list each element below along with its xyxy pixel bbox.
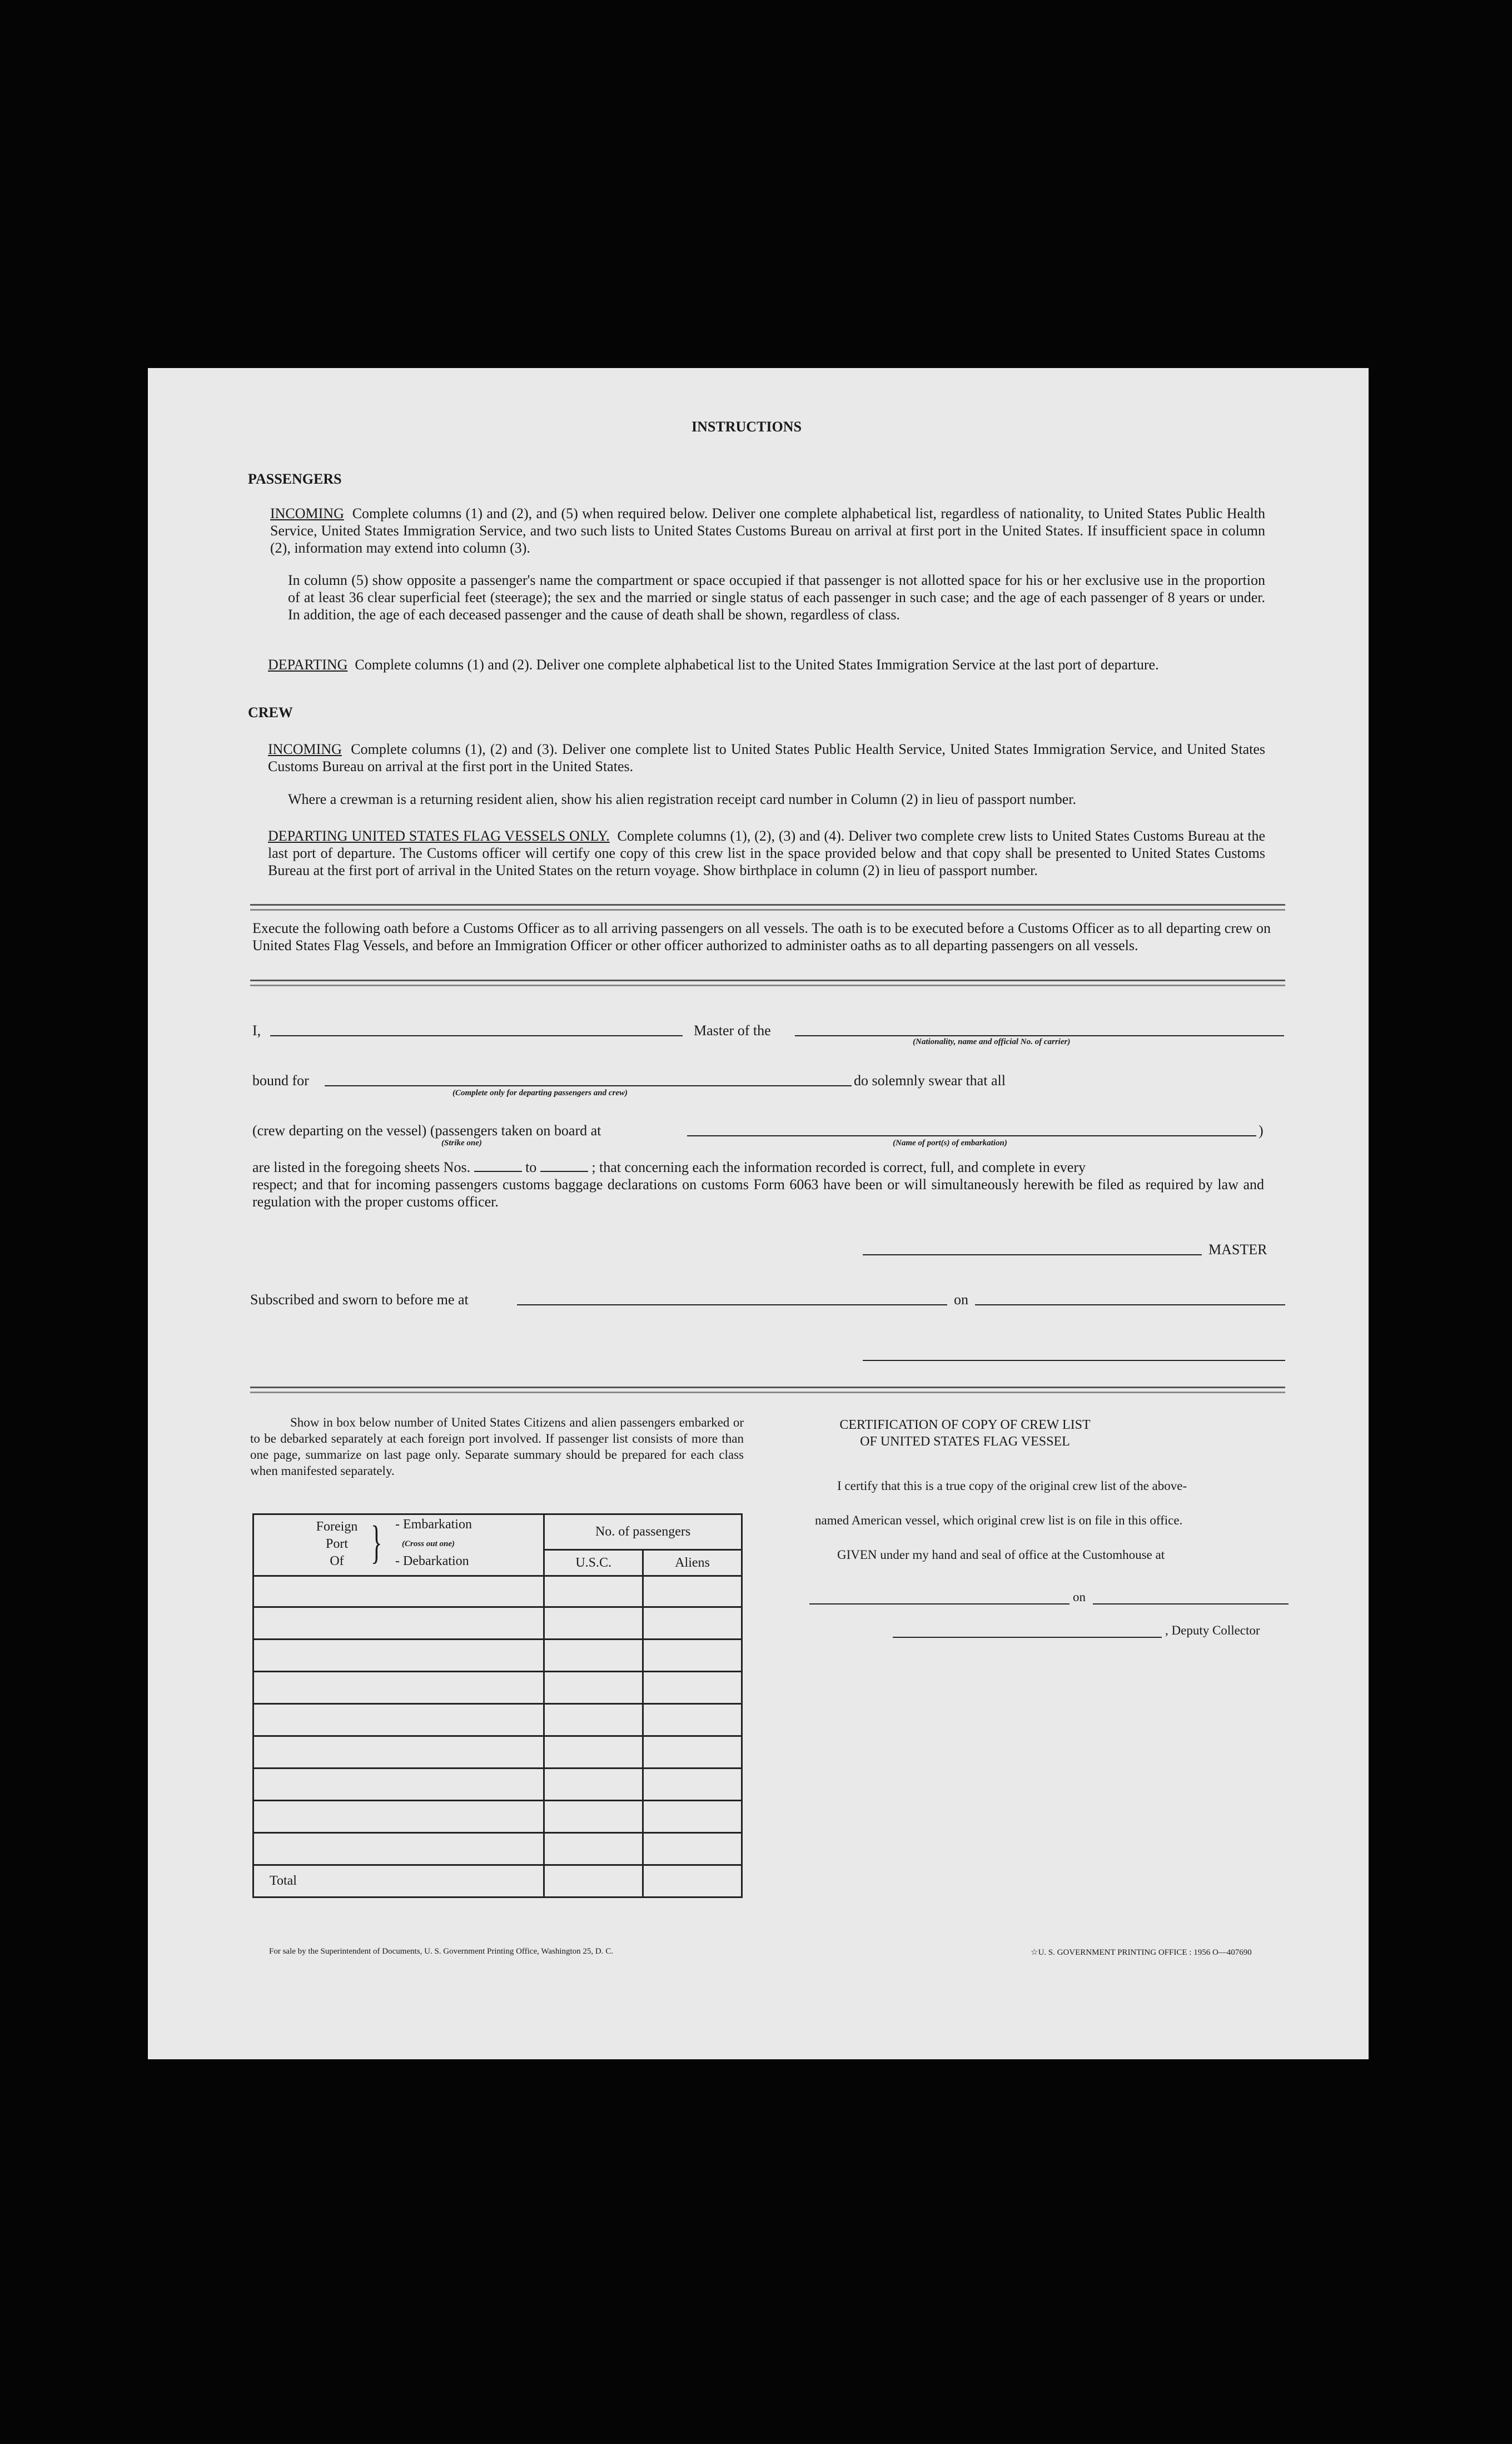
- form-sheet: [148, 368, 1369, 2059]
- sworn-on-label: on: [954, 1291, 968, 1308]
- port-cell[interactable]: [253, 1833, 544, 1865]
- listed-to: to: [525, 1159, 537, 1175]
- certification-line-1: I certify that this is a true copy of the original crew list of the above-: [837, 1479, 1187, 1493]
- strike-hint: (Strike one): [441, 1139, 482, 1148]
- page-title: INSTRUCTIONS: [692, 419, 802, 435]
- passengers-incoming-label: INCOMING: [270, 505, 344, 521]
- oath-i-label: I,: [252, 1022, 261, 1039]
- port-cell[interactable]: [253, 1640, 544, 1672]
- usc-header: U.S.C.: [544, 1550, 643, 1576]
- divider: [250, 904, 1285, 911]
- usc-cell[interactable]: [544, 1704, 643, 1736]
- usc-total-cell[interactable]: [544, 1865, 643, 1897]
- listed-rest: respect; and that for incoming passengers customs baggage declarations on customs Form 6063 have been or will simultaneously herewith be filed as required by law and regulation with the proper customs officer.: [252, 1176, 1264, 1210]
- passenger-summary-table: [252, 1513, 743, 1898]
- foreign-port-line: Foreign: [316, 1519, 358, 1534]
- usc-cell[interactable]: [544, 1833, 643, 1865]
- foreign-port-line: Port: [325, 1537, 348, 1551]
- aliens-cell[interactable]: [643, 1704, 742, 1736]
- crew-resident-paragraph: Where a crewman is a returning resident alien, show his alien registration receipt card number in Column (2) in lieu of passport number.: [288, 791, 1077, 807]
- usc-cell[interactable]: [544, 1801, 643, 1833]
- bound-for-hint: (Complete only for departing passengers and crew): [452, 1089, 628, 1097]
- certification-title-line: CERTIFICATION OF COPY OF CREW LIST: [839, 1418, 1091, 1432]
- debarkation-label: - Debarkation: [395, 1554, 469, 1568]
- sworn-place-field[interactable]: [517, 1304, 947, 1305]
- total-row: [253, 1865, 742, 1897]
- table-row: [253, 1833, 742, 1865]
- table-row: [253, 1672, 742, 1704]
- port-cell[interactable]: [253, 1607, 544, 1640]
- oath-instructions: Execute the following oath before a Customs Officer as to all arriving passengers on all vessels. The oath is to be executed before a Customs Officer as to all departing crew on United States Flag Vessels, and before an Immigration Officer or other officer authorized to administer oaths as to all departing passengers on all vessels.: [252, 920, 1271, 953]
- passengers-departing-text: Complete columns (1) and (2). Deliver one complete alphabetical list to the United States Immigration Service at the last port of departure.: [355, 657, 1159, 673]
- certification-line-3: GIVEN under my hand and seal of office at the Customhouse at: [837, 1548, 1165, 1562]
- close-paren: ): [1259, 1122, 1264, 1139]
- aliens-cell[interactable]: [643, 1672, 742, 1704]
- aliens-cell[interactable]: [643, 1736, 742, 1769]
- port-cell[interactable]: [253, 1576, 544, 1607]
- crew-incoming-paragraph: [268, 741, 1265, 775]
- sheet-from-field[interactable]: [474, 1159, 522, 1172]
- summary-instructions: Show in box below number of United States Citizens and alien passengers embarked or to be debarked separately at each foreign port involved. If passenger list consists of more than one page, summarize on last page only. Separate summary should be prepared for each class when manifested separately.: [250, 1415, 744, 1478]
- embarkation-port-field[interactable]: [687, 1135, 1256, 1136]
- certification-title-line: OF UNITED STATES FLAG VESSEL: [860, 1434, 1070, 1449]
- sworn-date-field[interactable]: [975, 1304, 1285, 1305]
- passengers-column5-paragraph: In column (5) show opposite a passenger's name the compartment or space occupied if that passenger is not allotted space for his or her exclusive use in the proportion of at least 36 clear superficial feet (steerage); the sex and the married or single status of each passenger in such case; and the age of each passenger of 8 years or under. In addition, the age of each deceased passenger and the cause of death shall be shown, regardless of class.: [288, 572, 1265, 623]
- divider: [250, 980, 1285, 986]
- aliens-header: Aliens: [643, 1550, 742, 1576]
- passengers-incoming-paragraph: [270, 505, 1265, 557]
- listed-text-a: are listed in the foregoing sheets Nos.: [252, 1159, 471, 1175]
- crew-incoming-text: Complete columns (1), (2) and (3). Deliver one complete list to United States Public Health Service, United States Immigration Service, and United States Customs Bureau on arrival at the first port in the United States.: [268, 741, 1265, 774]
- officer-signature-field[interactable]: [863, 1360, 1285, 1361]
- crew-incoming-label: INCOMING: [268, 741, 342, 757]
- passengers-heading: PASSENGERS: [248, 471, 342, 487]
- port-cell[interactable]: [253, 1672, 544, 1704]
- port-cell[interactable]: [253, 1736, 544, 1769]
- usc-cell[interactable]: [544, 1607, 643, 1640]
- foreign-port-header: [253, 1514, 544, 1576]
- master-name-field[interactable]: [270, 1035, 683, 1036]
- footer-left: For sale by the Superintendent of Documents, U. S. Government Printing Office, Washington 25, D. C.: [269, 1947, 613, 1956]
- carrier-hint: (Nationality, name and official No. of carrier): [913, 1037, 1071, 1046]
- table-row: [253, 1704, 742, 1736]
- crew-departing-text: Complete columns (1), (2), (3) and (4). Deliver two complete crew lists to United States Customs Bureau at the last port of departure. The Customs officer will certify one copy of this crew list in the space provided below and that copy shall be presented to United States Customs Bureau at the first port of arrival in the United States on the return voyage. Show birthplace in column (2) in lieu of passport number.: [268, 828, 1265, 878]
- carrier-field[interactable]: [795, 1035, 1284, 1036]
- foreign-port-line: Of: [330, 1554, 344, 1568]
- total-label: Total: [253, 1865, 544, 1897]
- aliens-cell[interactable]: [643, 1576, 742, 1607]
- usc-cell[interactable]: [544, 1576, 643, 1607]
- customhouse-field[interactable]: [809, 1603, 1070, 1605]
- certification-title: [770, 1417, 1160, 1450]
- bound-for-label: bound for: [252, 1072, 309, 1089]
- table-row: [253, 1576, 742, 1607]
- table-row: [253, 1640, 742, 1672]
- port-cell[interactable]: [253, 1769, 544, 1801]
- table-row: [253, 1801, 742, 1833]
- cross-out-hint: (Cross out one): [402, 1539, 455, 1548]
- passengers-departing-paragraph: [268, 656, 1265, 673]
- certification-on-label: on: [1073, 1590, 1086, 1604]
- deputy-collector-label: , Deputy Collector: [1165, 1623, 1260, 1637]
- table-row: [253, 1736, 742, 1769]
- usc-cell[interactable]: [544, 1736, 643, 1769]
- footer-right: ☆U. S. GOVERNMENT PRINTING OFFICE : 1956 O—407690: [1031, 1948, 1252, 1957]
- listed-line: [252, 1159, 1272, 1176]
- crew-departing-label: DEPARTING UNITED STATES FLAG VESSELS ONLY.: [268, 828, 610, 844]
- divider: [250, 1387, 1285, 1393]
- port-cell[interactable]: [253, 1801, 544, 1833]
- embarkation-port-hint: (Name of port(s) of embarkation): [893, 1139, 1007, 1148]
- usc-cell[interactable]: [544, 1640, 643, 1672]
- table-row: [253, 1607, 742, 1640]
- passengers-incoming-text: Complete columns (1) and (2), and (5) when required below. Deliver one complete alphabetical list, regardless of nationality, to United States Public Health Service, United States Immigration Service, and two such lists to United States Customs Bureau on arrival at first port in the United States. If insufficient space in column (2), information may extend into column (3).: [270, 505, 1265, 556]
- certification-date-field[interactable]: [1093, 1603, 1289, 1605]
- brace: }: [371, 1517, 382, 1568]
- passengers-departing-label: DEPARTING: [268, 657, 348, 673]
- master-of-label: Master of the: [694, 1022, 771, 1039]
- sheet-to-field[interactable]: [540, 1159, 588, 1172]
- listed-text-b: ; that concerning each the information recorded is correct, full, and complete in every: [591, 1159, 1086, 1175]
- table-row: [253, 1769, 742, 1801]
- aliens-cell[interactable]: [643, 1607, 742, 1640]
- deputy-collector-signature-field[interactable]: [893, 1637, 1162, 1638]
- no-passengers-header: No. of passengers: [544, 1514, 742, 1550]
- usc-cell[interactable]: [544, 1769, 643, 1801]
- master-label: MASTER: [1208, 1241, 1267, 1258]
- embarkation-label: - Embarkation: [395, 1517, 472, 1532]
- bound-for-field[interactable]: [325, 1085, 852, 1086]
- subscribed-label: Subscribed and sworn to before me at: [250, 1291, 469, 1308]
- swear-text: do solemnly swear that all: [854, 1072, 1006, 1089]
- aliens-cell[interactable]: [643, 1833, 742, 1865]
- crew-heading: CREW: [248, 704, 293, 721]
- usc-cell[interactable]: [544, 1672, 643, 1704]
- master-signature-field[interactable]: [863, 1254, 1202, 1255]
- port-cell[interactable]: [253, 1704, 544, 1736]
- aliens-cell[interactable]: [643, 1801, 742, 1833]
- aliens-cell[interactable]: [643, 1769, 742, 1801]
- strike-text: (crew departing on the vessel) (passengers taken on board at: [252, 1122, 601, 1139]
- crew-departing-paragraph: [268, 827, 1265, 879]
- aliens-total-cell[interactable]: [643, 1865, 742, 1897]
- certification-line-2: named American vessel, which original crew list is on file in this office.: [815, 1513, 1183, 1527]
- aliens-cell[interactable]: [643, 1640, 742, 1672]
